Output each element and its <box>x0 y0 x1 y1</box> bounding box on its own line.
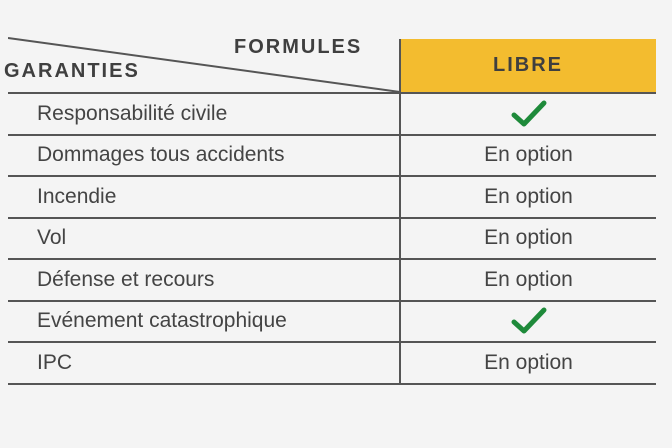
table-row <box>8 94 656 136</box>
guarantee-value: En option <box>484 267 573 291</box>
table-row <box>8 177 656 219</box>
table-row <box>8 260 656 302</box>
table-row <box>8 219 656 261</box>
table-row <box>8 343 656 385</box>
column-divider <box>399 39 401 385</box>
guarantee-label: Responsabilité civile <box>37 101 228 125</box>
table-header <box>4 36 656 94</box>
guarantee-label: IPC <box>37 350 73 374</box>
check-icon <box>401 302 656 342</box>
header-formules: FORMULES <box>234 36 363 58</box>
guarantee-label: Vol <box>37 226 67 250</box>
guarantee-label: Evénement catastrophique <box>37 309 287 333</box>
guarantee-value: En option <box>484 226 573 250</box>
check-icon <box>401 94 656 134</box>
guarantee-label: Défense et recours <box>37 267 215 291</box>
table-body <box>8 94 656 385</box>
guarantees-table <box>4 36 656 385</box>
guarantee-value: En option <box>484 184 573 208</box>
guarantee-label: Incendie <box>37 184 117 208</box>
guarantee-value: En option <box>484 143 573 167</box>
guarantee-label: Dommages tous accidents <box>37 143 285 167</box>
guarantee-value: En option <box>484 350 573 374</box>
table-row <box>8 136 656 178</box>
plan-header-libre: LIBRE <box>400 39 656 92</box>
table-row <box>8 302 656 344</box>
header-garanties: GARANTIES <box>4 60 140 82</box>
